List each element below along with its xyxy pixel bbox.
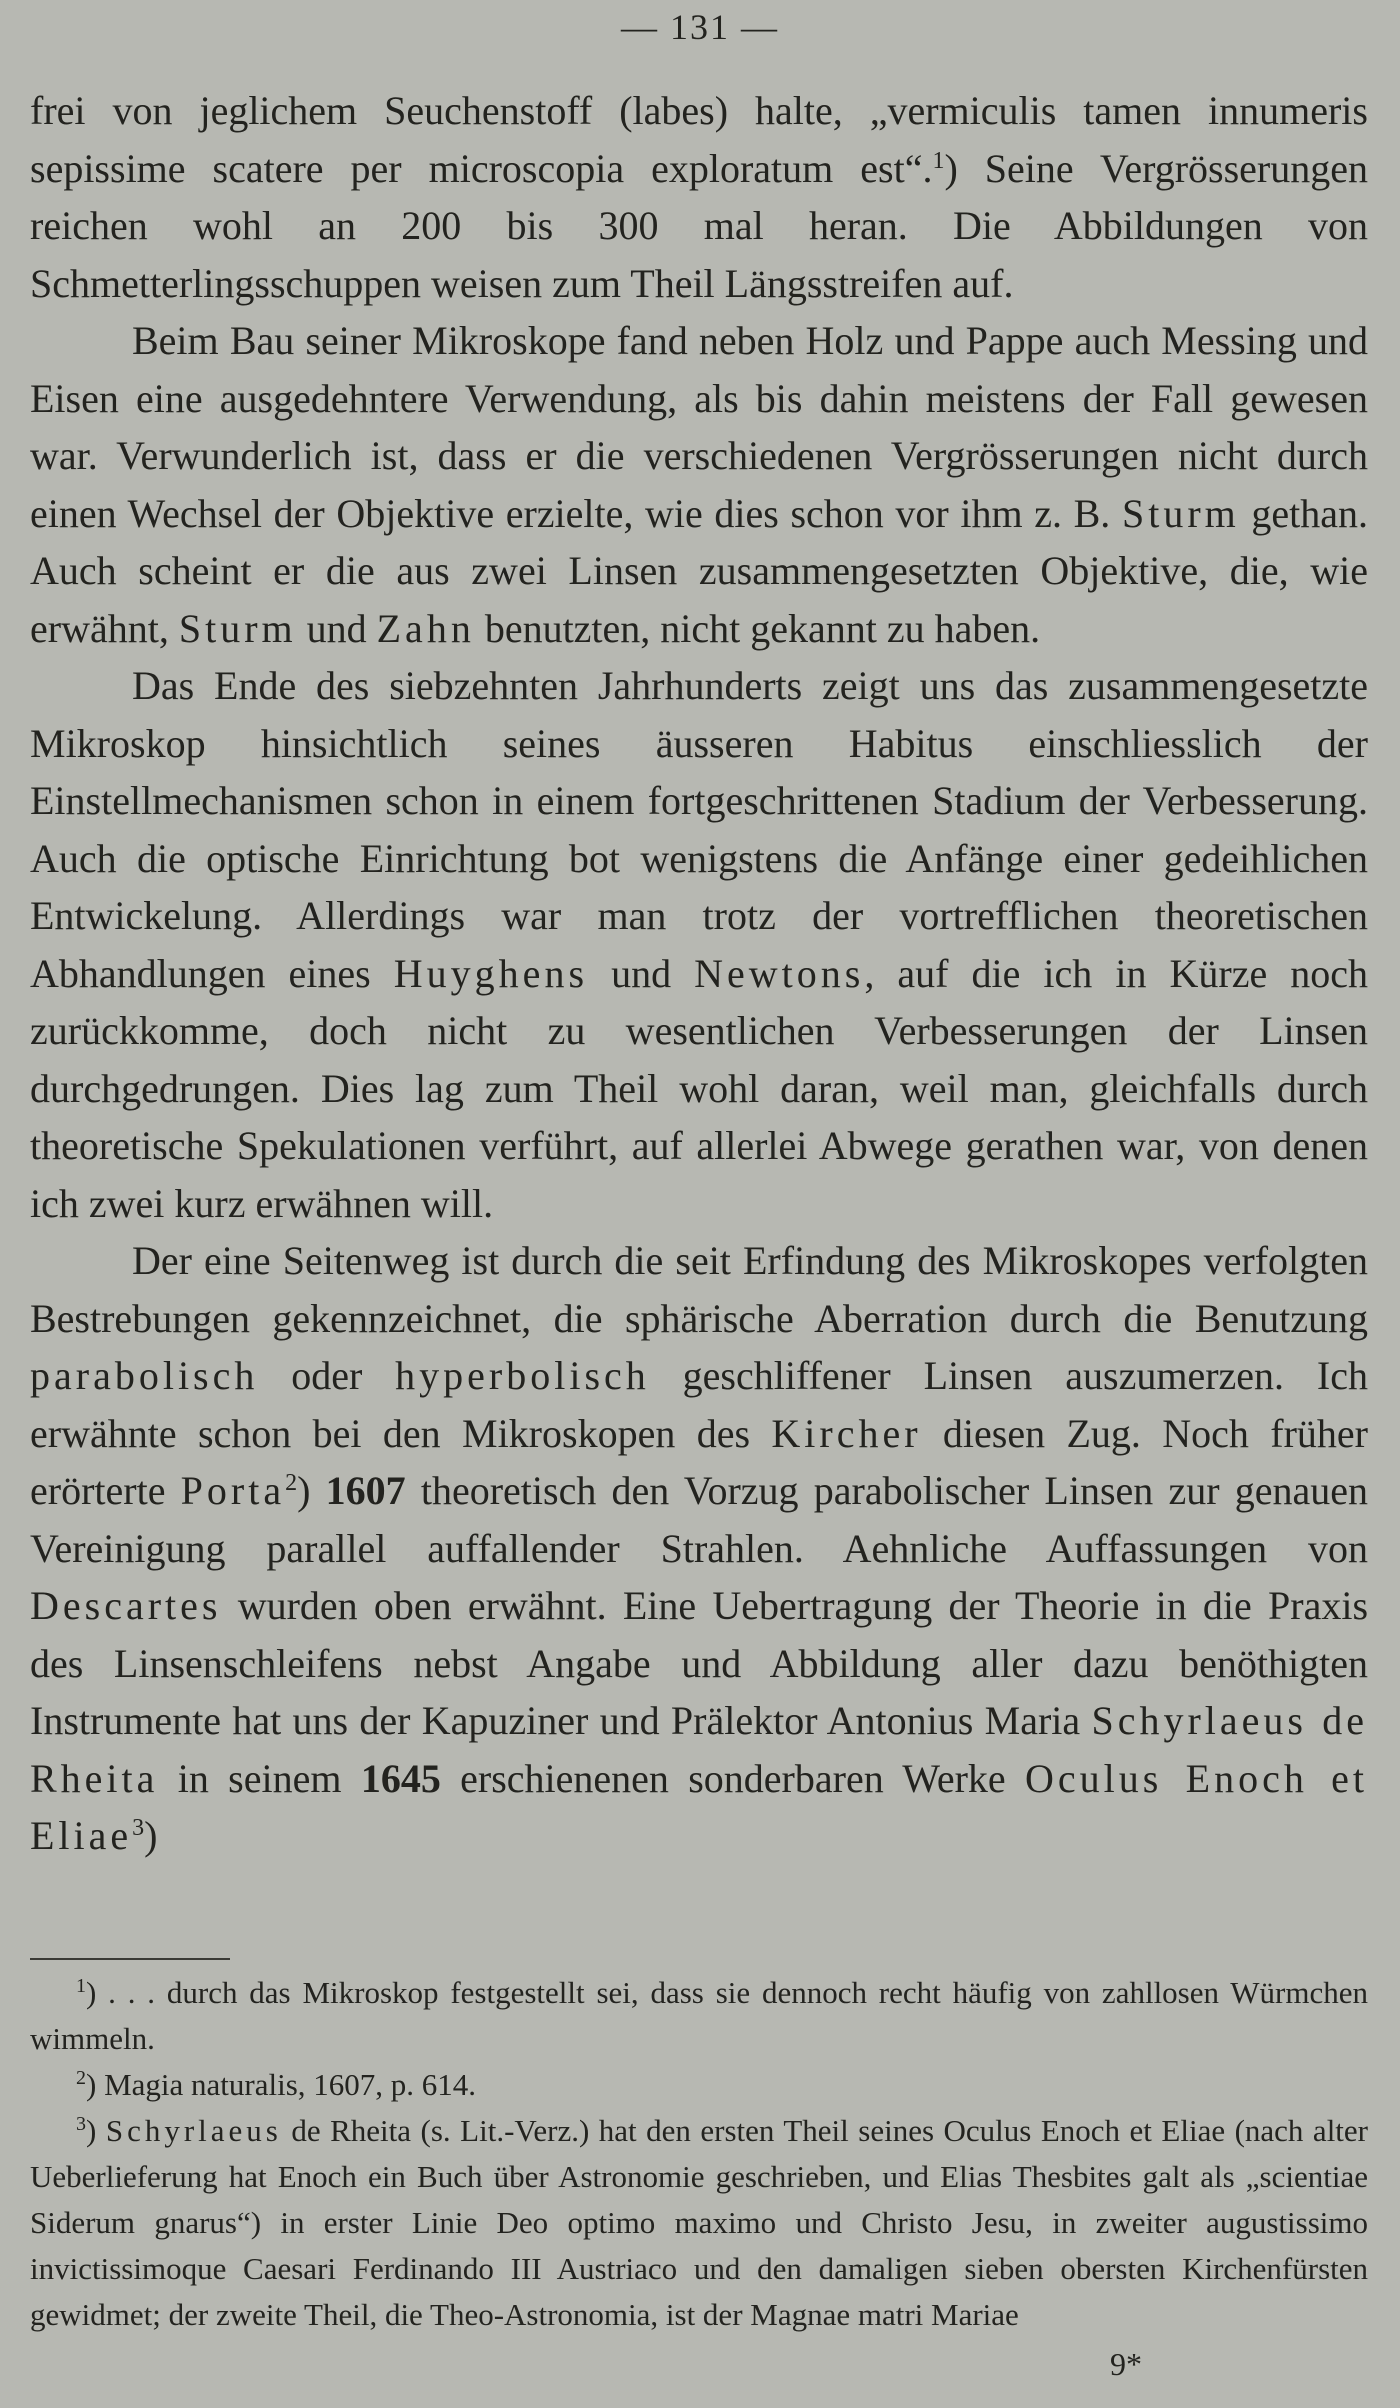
signature-mark: 9*	[1110, 2346, 1142, 2382]
footnote-1: $^1$) . . . durch das Mikroskop festgestellt sei, dass sie dennoch recht häufig von zahllosen Würmchen wimmeln.	[30, 1975, 1368, 2056]
term-parabolisch: parabolisch	[30, 1353, 259, 1398]
paragraph-3: Das Ende des siebzehnten Jahrhunderts zeigt uns das zusammengesetzte Mikroskop hinsichtlich seines äusseren Habitus einschliesslich der Einstellmechanismen schon in einem fortgeschrittenen Stadium der Verbesserung. Auch die optische Einrichtung bot wenigstens die Anfänge einer gedeihlichen Entwickelung. Allerdings war man trotz der vortrefflichen theoretischen Abhandlungen eines Huyghens und Newtons, auf die ich in Kürze noch zurückkomme, doch nicht zu wesentlichen Verbesserungen der Linsen durchgedrungen. Dies lag zum Theil wohl daran, weil man, gleichfalls durch theoretische Spekulationen verführt, auf allerlei Abwege gerathen war, von denen ich zwei kurz erwähnen will.	[30, 663, 1368, 1226]
name-sturm: Sturm	[1121, 490, 1240, 536]
paragraph-4: Der eine Seitenweg ist durch die seit Erfindung des Mikroskopes verfolgten Bestrebungen gekennzeichnet, die sphärische Aberration durch die Benutzung parabolisch oder hyperbolisch geschliffener Linsen auszumerzen. Ich erwähnte schon bei den Mikroskopen des Kircher diesen Zug. Noch früher erörterte Porta$^2$) 1607 theoretisch den Vorzug parabolischer Linsen zur genauen Vereinigung parallel auffallender Strahlen. Aehnliche Auffassungen von Descartes wurden oben erwähnt. Eine Uebertragung der Theorie in die Praxis des Linsenschleifens nebst Angabe und Abbildung aller dazu benöthigten Instrumente hat uns der Kapuziner und Prälektor Antonius Maria Schyrlaeus de Rheita in seinem 1645 erschienenen sonderbaren Werke Oculus Enoch et Eliae$^3$)	[30, 1238, 1369, 1858]
paragraph-1: frei von jeglichem Seuchenstoff (labes) halte, „vermiculis tamen innumeris sepissime scatere per microscopia exploratum est“.$^1$) Seine Vergrösserungen reichen wohl an 200 bis 300 mal heran. Die Abbildungen von Schmetterlingsschuppen weisen zum Theil Längsstreifen auf.	[30, 88, 1368, 306]
paragraph-2: Beim Bau seiner Mikroskope fand neben Holz und Pappe auch Messing und Eisen eine ausgedehntere Verwendung, als bis dahin meistens der Fall gewesen war. Verwunderlich ist, dass er die verschiedenen Vergrösserungen nicht durch einen Wechsel der Objektive erzielte, wie dies schon vor ihm z. B. Sturm gethan. Auch scheint er die aus zwei Linsen zusammengesetzten Objektive, die, wie erwähnt, Sturm und Zahn benutzten, nicht gekannt zu haben.	[30, 318, 1369, 651]
year-1607: 1607	[325, 1468, 406, 1513]
footnote-3: $^3$) Schyrlaeus de Rheita (s. Lit.-Verz.) hat den ersten Theil seines Oculus Enoch et Eliae (nach alter Ueberlieferung hat Enoch ein Buch über Astronomie geschrieben, und Elias Thesbites galt als „scientiae Siderum gnarus“) in erster Linie Deo optimo maximo und Christo Jesu, in zweiter augustissimo invictissimoque Caesari Ferdinando III Austriaco und den damaligen sieben obersten Kirchenfürsten gewidmet; der zweite Theil, die Theo-Astronomia, ist der Magnae matri Mariae	[30, 2113, 1369, 2332]
footnote-ref-1: 1	[932, 147, 945, 174]
name-descartes: Descartes	[30, 1583, 222, 1628]
page-number: — 131 —	[621, 7, 779, 47]
name-schyrlaeus: Schyrlaeus	[105, 2113, 282, 2148]
name-kircher: Kircher	[771, 1410, 922, 1456]
title-oculus: Oculus Enoch et Eliae	[30, 1755, 1369, 1858]
name-sturm: Sturm	[178, 605, 297, 651]
name-porta: Porta	[180, 1468, 286, 1513]
year-1645: 1645	[360, 1755, 441, 1801]
footnote-divider	[30, 1958, 230, 1960]
footnote-ref-3: 3	[132, 1815, 145, 1841]
term-hyperbolisch: hyperbolisch	[395, 1353, 650, 1398]
name-newtons: Newtons	[694, 950, 865, 996]
name-zahn: Zahn	[376, 605, 475, 651]
body-text	[30, 82, 1368, 1865]
footnote-ref-2: 2	[285, 1470, 298, 1496]
name-schyrlaeus: Schyrlaeus de Rheita	[30, 1698, 1369, 1801]
footnote-2: $^2$) Magia naturalis, 1607, p. 614.	[76, 2067, 477, 2102]
name-huyghens: Huyghens	[393, 950, 589, 996]
footnotes	[30, 1970, 1368, 2338]
